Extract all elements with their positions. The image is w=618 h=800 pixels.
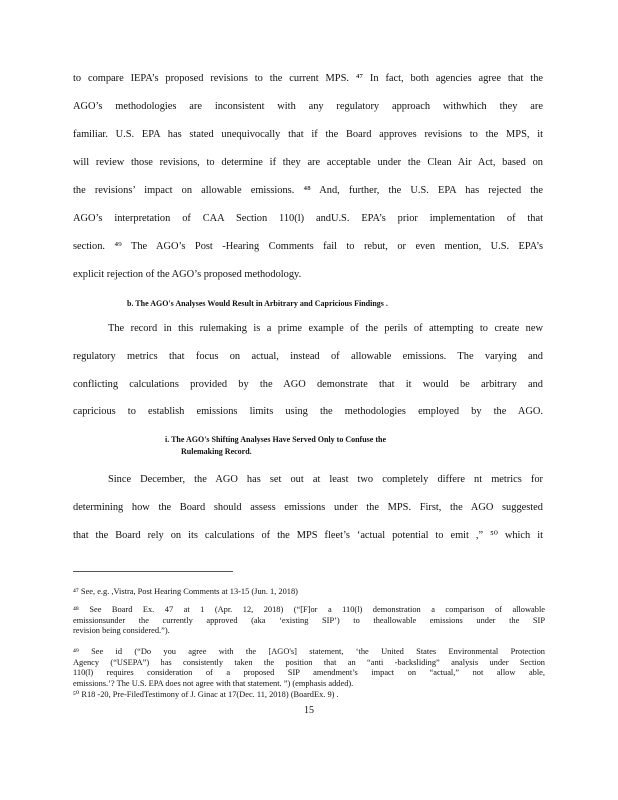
- subsection-heading-i: i. The AGO's Shifting Analyses Have Served Only to Confuse the: [165, 435, 386, 444]
- footnote-49-line-4: emissions.’? The U.S. EPA does not agree with that statement. ”) (emphasis added).: [73, 678, 354, 688]
- body-line-6: AGO’s interpretation of CAA Section 110(l) andU.S. EPA’s prior implementation of that: [73, 213, 543, 224]
- para2-line-2: regulatory metrics that focus on actual, instead of allowable emissions. The varying and: [73, 351, 543, 362]
- body-line-5: the revisions’ impact on allowable emissions. ⁴⁸ And, further, the U.S. EPA has rejected the: [73, 185, 543, 196]
- para2-line-1: The record in this rulemaking is a prime example of the perils of attempting to create new: [108, 323, 543, 334]
- page-number: 15: [304, 705, 314, 716]
- para2-line-4: capricious to establish emissions limits using the methodologies employed by the AGO.: [73, 406, 543, 417]
- para3-line-2: determining how the Board should assess emissions under the MPS. First, the AGO suggested: [73, 502, 543, 513]
- footnote-47-line: ⁴⁷ See, e.g. ,Vistra, Post Hearing Comments at 13-15 (Jun. 1, 2018): [73, 587, 298, 596]
- body-line-7: section. ⁴⁹ The AGO’s Post -Hearing Comments fail to rebut, or even mention, U.S. EPA’s: [73, 241, 543, 252]
- footnote-50: [73, 690, 545, 701]
- footnote-49-line-3: 110(l) requires consideration of a proposed SIP amendment’s impact on “actual,” not allow able,: [73, 668, 545, 677]
- body-line-1: to compare IEPA’s proposed revisions to the current MPS. ⁴⁷ In fact, both agencies agree that the: [73, 73, 543, 84]
- footnote-48-line-2: emissionsunder the currently approved (aka ‘existing SIP’) to theallowable emissions under the SIP: [73, 615, 545, 625]
- para3-line-3: that the Board rely on its calculations of the MPS fleet’s ‘actual potential to emit ,” ⁵⁰ which it: [73, 530, 543, 541]
- footnote-48-line-3: revision being considered.”).: [73, 626, 170, 635]
- subsection-heading-i-line2: Rulemaking Record.: [181, 447, 252, 456]
- footnote-49-line-2: Agency (“USEPA”) has consistently taken the position that an “anti -backsliding” analysis under Section: [73, 657, 545, 667]
- footnote-49-line-1: ⁴⁹ See id (“Do you agree with the [AGO's] statement, ‘the United States Environmental Protection: [73, 647, 545, 656]
- body-line-4: will review those revisions, to determine if they are acceptable under the Clean Air Act, based on: [73, 157, 543, 168]
- body-line-3: familiar. U.S. EPA has stated unequivocally that if the Board approves revisions to the MPS, it: [73, 129, 543, 140]
- para2-line-3: conflicting calculations provided by the AGO demonstrate that it would be arbitrary and: [73, 379, 543, 390]
- footnote-separator: [73, 571, 233, 572]
- footnote-47: [73, 587, 545, 598]
- section-heading-b: b. The AGO's Analyses Would Result in Arbitrary and Capricious Findings .: [127, 299, 388, 308]
- footnote-49: [73, 647, 545, 689]
- footnote-50-line: ⁵⁰ R18 -20, Pre-FiledTestimony of J. Ginac at 17(Dec. 11, 2018) (BoardEx. 9) .: [73, 690, 339, 699]
- footnote-48: [73, 605, 545, 637]
- para3-line-1: Since December, the AGO has set out at least two completely differe nt metrics for: [108, 474, 543, 485]
- body-line-8: explicit rejection of the AGO’s proposed methodology.: [73, 269, 302, 280]
- footnote-48-line-1: ⁴⁸ See Board Ex. 47 at 1 (Apr. 12, 2018) (“[F]or a 110(l) demonstration a comparison of allowable: [73, 605, 545, 614]
- body-line-2: AGO’s methodologies are inconsistent with any regulatory approach withwhich they are: [73, 101, 543, 112]
